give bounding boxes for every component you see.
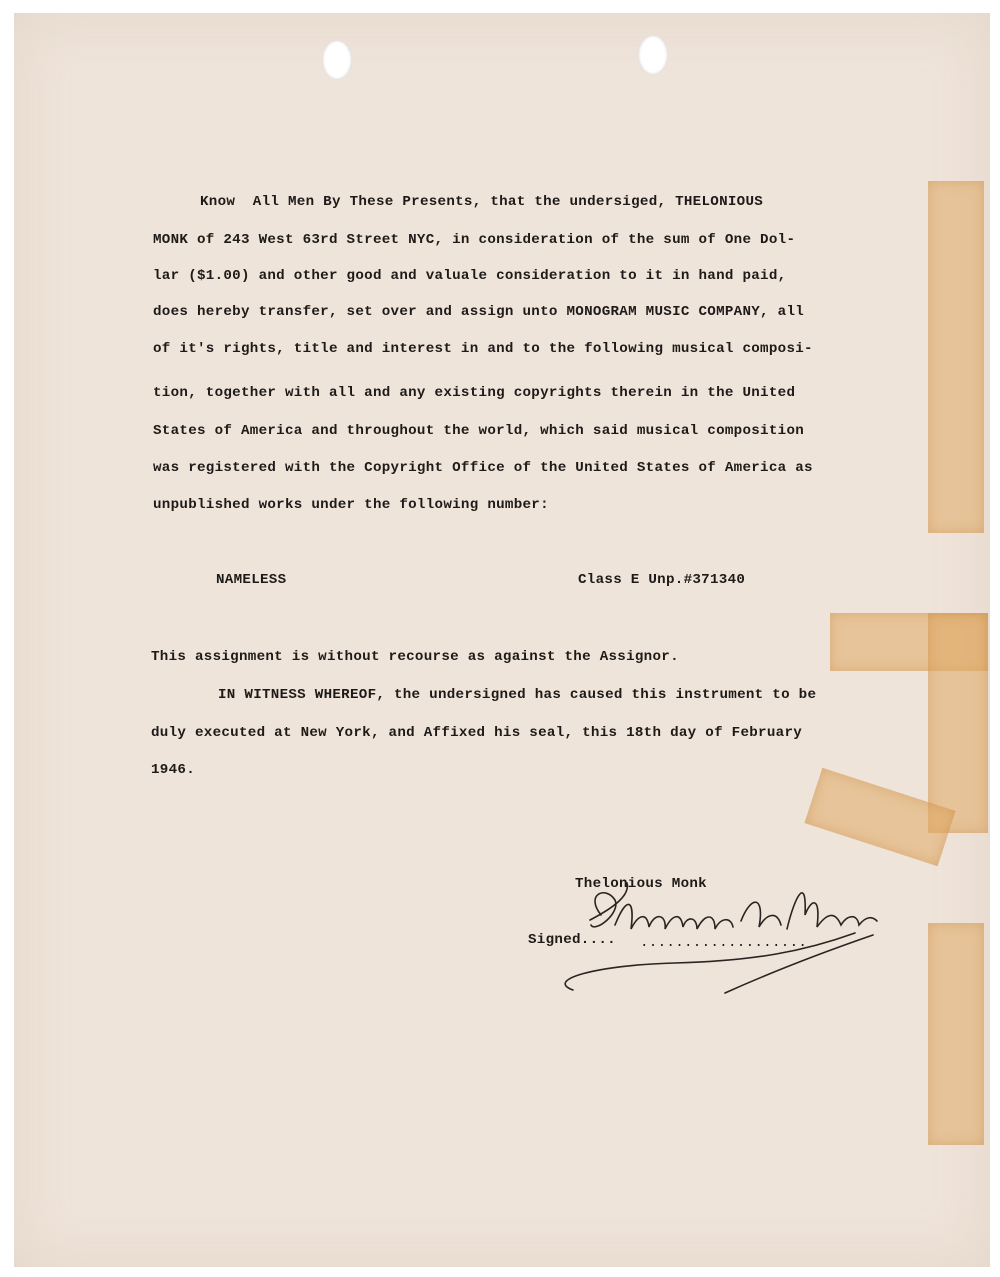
body-line: States of America and throughout the world, which said musical composition (153, 423, 805, 439)
handwritten-signature (555, 855, 895, 1005)
body-line: MONK of 243 West 63rd Street NYC, in consideration of the sum of One Dol- (153, 232, 796, 248)
body-line: was registered with the Copyright Office of the United States of America as (153, 460, 813, 476)
recourse-line: This assignment is without recourse as against the Assignor. (151, 649, 679, 665)
body-line: unpublished works under the following number: (153, 497, 549, 513)
signed-label: Signed.... (528, 932, 616, 948)
witness-line: IN WITNESS WHEREOF, the undersigned has caused this instrument to be (218, 687, 817, 703)
tape-strip (928, 613, 988, 833)
body-line: lar ($1.00) and other good and valuale consideration to it in hand paid, (153, 268, 787, 284)
punch-hole-left (322, 40, 352, 80)
witness-line: 1946. (151, 762, 195, 778)
witness-line: duly executed at New York, and Affixed his seal, this 18th day of February (151, 725, 803, 741)
signed-dots: ................... (640, 935, 808, 951)
punch-hole-right (638, 35, 668, 75)
tape-strip (928, 181, 984, 533)
tape-strip (928, 923, 984, 1145)
body-line: does hereby transfer, set over and assign unto MONOGRAM MUSIC COMPANY, all (153, 304, 805, 320)
registration-number: Class E Unp.#371340 (578, 572, 746, 588)
composition-title: NAMELESS (216, 572, 287, 588)
typed-name: Thelonious Monk (575, 876, 707, 892)
body-line: of it's rights, title and interest in and to the following musical composi- (153, 341, 813, 357)
body-line: Know All Men By These Presents, that the undersiged, THELONIOUS (200, 194, 764, 210)
body-line: tion, together with all and any existing copyrights therein in the United (153, 385, 796, 401)
